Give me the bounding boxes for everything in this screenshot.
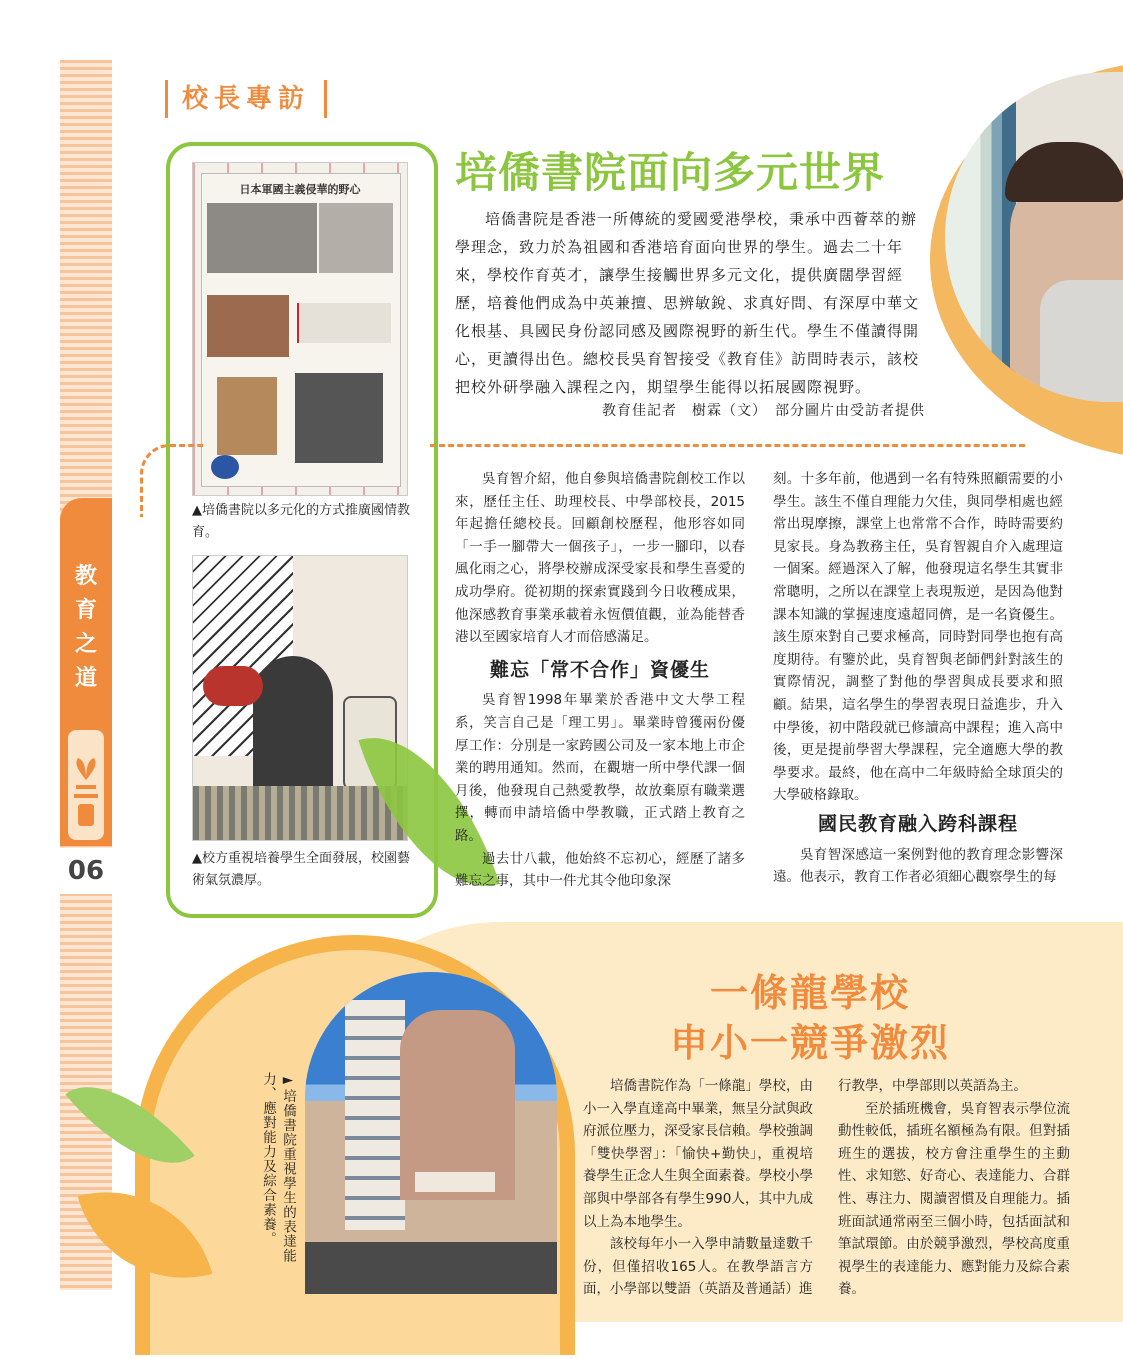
paragraph: 刻。十多年前，他遇到一名有特殊照顧需要的小學生。該生不僅自理能力欠佳，與同學相處也經常出現摩擦，課堂上也常常不合作，時時需要約見家長。身為教務主任，吳育智親自介入處理這一個案。經過深入了解，他發現這名學生其實非常聰明，之所以在課堂上表現叛逆，是因為他對課本知識的掌握速度遠超同儕，是一名資優生。該生原來對自己要求極高，同時對同學也抱有高度期待。有鑒於此，吳育智與老師們針對該生的實際情況，調整了對他的學習與成長要求和照顧。結果，這名學生的學習表現日益進步，升入中學後，初中階段就已修讀高中課程；進入高中後，更是提前學習大學課程，完全適應大學的教學要求。最終，他在高中二年級時給全球頂尖的大學破格錄取。 bbox=[773, 471, 1063, 804]
paragraph: 至於插班機會，吳育智表示學位流動性較低，插班名額極為有限。但對插班生的選拔，校方會注重學生的主動性、求知慾、好奇心、表達能力、合群性、專注力、閱讀習慣及自理能力。插班面試通常兩至三個小時，包括面試和筆試環節。由於競爭激烈，學校高度重視學生的表達能力、應對能力及綜合素養。 bbox=[838, 1100, 1070, 1298]
photo-caption-1: ▲培僑書院以多元化的方式推廣國情教育。 bbox=[192, 503, 410, 540]
paragraph: 吳育智深感這一案例對他的教育理念影響深遠。他表示，教育工作者必須細心觀察學生的每 bbox=[773, 846, 1063, 886]
section-name: 教 育 之 道 bbox=[74, 564, 97, 691]
mural-photo bbox=[192, 555, 408, 841]
bottom-headline-line2: 申小一競爭激烈 bbox=[669, 1021, 950, 1065]
poster-title: 日本軍國主義侵華的野心 bbox=[239, 183, 361, 196]
paragraph: 吳育智1998年畢業於香港中文大學工程系，笑言自己是「理工男」。畢業時曾獲兩份優厚工作：分別是一家跨國公司及一家本地上市企業的聘用通知。然而，在觀塘一所中學代課一個月後，他發現自己熱愛教學，故放棄原有職業選擇，轉而申請培僑中學教職，正式踏上教育之路。 bbox=[455, 692, 745, 844]
paragraph: 培僑書院作為「一條龍」學校，由小一入學直達高中畢業，無呈分試與政府派位壓力，深受家長信賴。學校強調「雙快學習」：「愉快+勤快」，重視培養學生正念人生與全面素養。學校小學部與中學部各有學生990人，其中九成以上為本地學生。 bbox=[583, 1078, 813, 1230]
paragraph: 過去廿八載，他始終不忘初心，經歷了諸多難忘之事，其中一件尤其令他印象深 bbox=[455, 850, 745, 890]
school-building-photo bbox=[305, 972, 557, 1294]
article-headline: 培僑書院面向多元世界 bbox=[455, 148, 886, 197]
subheading: 國民教育融入跨科課程 bbox=[817, 812, 1018, 835]
bottom-column-1 bbox=[583, 1075, 813, 1301]
section-label: 校長專訪 bbox=[165, 80, 327, 118]
bottom-headline bbox=[600, 968, 1020, 1068]
bottom-column-2 bbox=[838, 1075, 1070, 1301]
article-column-2 bbox=[773, 468, 1063, 889]
photo-caption-2: ▲校方重視培養學生全面發展，校園藝術氣氛濃厚。 bbox=[192, 851, 410, 888]
dashed-divider bbox=[430, 444, 1025, 447]
bottom-headline-line1: 一條龍學校 bbox=[709, 971, 910, 1015]
plant-icon bbox=[68, 730, 104, 840]
byline: 教育佳記者 樹霖（文） 部分圖片由受訪者提供 bbox=[602, 403, 925, 419]
article-intro bbox=[455, 205, 925, 401]
subheading: 難忘「常不合作」資優生 bbox=[489, 658, 710, 681]
paragraph: 行教學，中學部則以英語為主。 bbox=[838, 1078, 1027, 1094]
intro-paragraph: 培僑書院是香港一所傳統的愛國愛港學校，秉承中西薈萃的辦學理念，致力於為祖國和香港培育面向世界的學生。過去二十年來，學校作育英才，讓學生接觸世界多元文化，提供廣闊學習經歷，培養他們成為中英兼擅、思辨敏銳、求真好問、有深厚中華文化根基、具國民身份認同感及國際視野的新生代。學生不僅讀得開心，更讀得出色。總校長吳育智接受《教育佳》訪問時表示，該校把校外研學融入課程之內，期望學生能得以拓展國際視野。 bbox=[455, 210, 920, 396]
article-column-1 bbox=[455, 468, 745, 893]
page-number: 06 bbox=[60, 848, 112, 894]
paragraph: 該校每年小一入學申請數量達數千份，但僅招收165人。在教學語言方面，小學部以雙語（英語及普通話）進 bbox=[583, 1236, 813, 1298]
paragraph: 吳育智介紹，他自參與培僑書院創校工作以來，歷任主任、助理校長、中學部校長，2015年起擔任總校長。回顧創校歷程，他形容如同「一手一腳帶大一個孩子」，一步一腳印，以春風化雨之心，將學校辦成深受家長和學生喜愛的成功學府。從初期的探索實踐到今日收穫成果，他深感教育事業承載着永恆價值觀，並為能替香港以至國家培育人才而倍感滿足。 bbox=[455, 471, 745, 646]
dashed-connector bbox=[140, 444, 203, 517]
poster-photo bbox=[192, 162, 408, 496]
vertical-caption: ►培僑書院重視學生的表達能力、應對能力及綜合素養。 bbox=[260, 1072, 296, 1263]
